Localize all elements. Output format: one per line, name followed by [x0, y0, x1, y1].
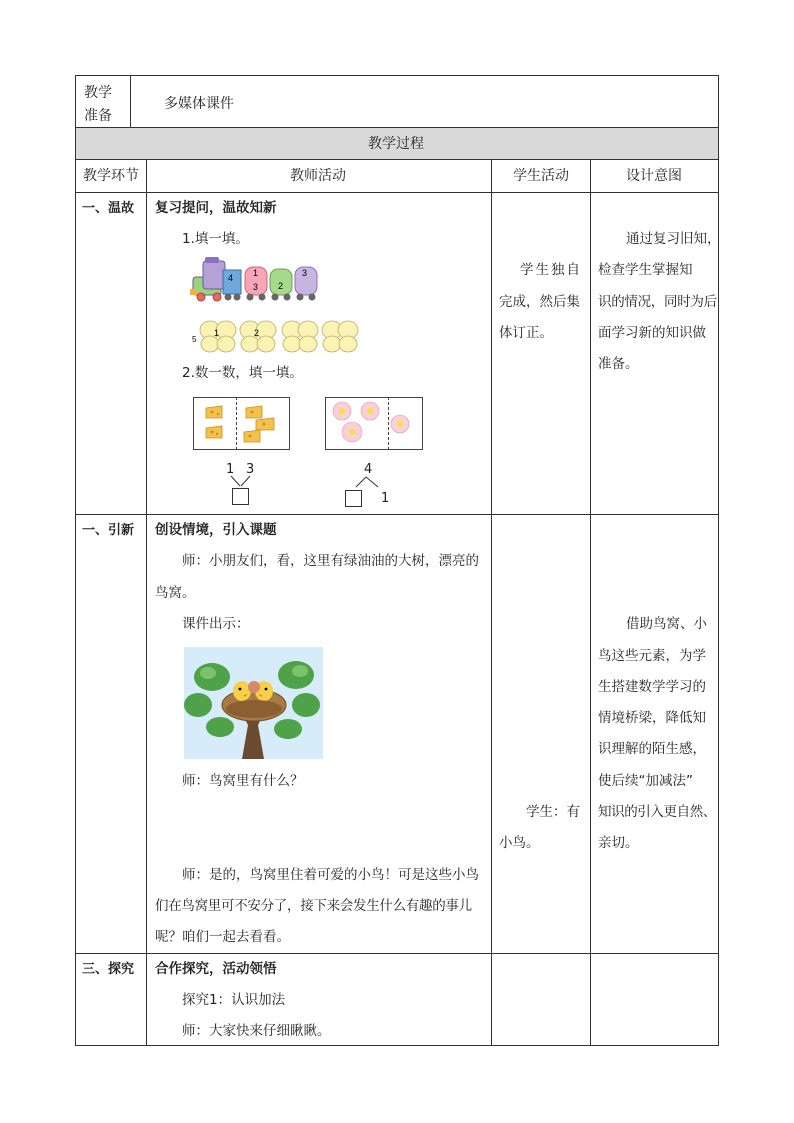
- flower-icons: [328, 400, 420, 448]
- prep-value: 多媒体课件: [164, 96, 234, 112]
- design-s1-line: 识的情况，同时为后: [598, 294, 717, 310]
- table-border: [75, 75, 76, 1046]
- header-student: 学生活动: [513, 168, 569, 184]
- section1-item2: 2.数一数，填一填。: [182, 365, 303, 381]
- split-right-top: 4: [364, 462, 373, 477]
- design-s2-line: 情境桥梁，降低知: [598, 710, 706, 726]
- table-divider: [590, 159, 591, 1046]
- butterfly-number: 2: [254, 328, 260, 338]
- table-divider: [75, 159, 719, 160]
- header-teacher: 教师活动: [290, 168, 346, 184]
- train-number: 1: [253, 268, 259, 278]
- design-s2-line: 生搭建数学学习的: [598, 679, 706, 695]
- train-number: 3: [253, 282, 259, 292]
- table-border: [718, 75, 719, 1046]
- student-s1-line: 体订正。: [499, 325, 553, 341]
- student-s1-line: 完成，然后集: [499, 294, 580, 310]
- table-divider: [491, 159, 492, 1046]
- table-border: [75, 1045, 719, 1046]
- stage-3: 三、探究: [82, 962, 135, 977]
- design-s2-line: 使后续“加减法”: [598, 773, 693, 789]
- table-border: [75, 75, 719, 76]
- split-right-one: 1: [381, 491, 390, 506]
- train-number: 3: [302, 268, 308, 278]
- design-s2-line: 识理解的陌生感，: [598, 741, 706, 757]
- cheese-icons: [196, 402, 288, 446]
- section1-item1: 1.填一填。: [182, 231, 249, 247]
- design-s2-line: 借助鸟窝、小: [626, 616, 707, 632]
- process-title: 教学过程: [368, 136, 424, 152]
- header-stage: 教学环节: [83, 168, 139, 184]
- table-divider: [75, 192, 719, 193]
- butterfly-row: [190, 320, 360, 356]
- header-design: 设计意图: [626, 168, 682, 184]
- section2-line: 鸟窝。: [155, 585, 196, 601]
- split-left-a: 1: [226, 462, 235, 477]
- design-s2-line: 知识的引入更自然、: [598, 804, 716, 820]
- design-s1-line: 通过复习旧知，: [626, 231, 721, 247]
- answer-box[interactable]: [232, 488, 249, 505]
- section2-line: 师：小朋友们，看，这里有绿油油的大树，漂亮的: [182, 553, 479, 569]
- design-s1-line: 检查学生掌握知: [598, 262, 693, 278]
- design-s1-line: 准备。: [598, 356, 639, 372]
- table-divider: [146, 159, 147, 1046]
- split-lines-left: [230, 476, 252, 488]
- table-divider: [130, 75, 131, 127]
- answer-box[interactable]: [345, 490, 362, 507]
- section2-line: 师：是的，鸟窝里住着可爱的小鸟！可是这些小鸟: [182, 867, 479, 883]
- student-s2-line: 小鸟。: [499, 835, 540, 851]
- split-left-b: 3: [246, 462, 255, 477]
- bird-nest-image: [184, 647, 323, 759]
- table-divider: [75, 953, 719, 954]
- train-illustration: [189, 255, 319, 303]
- prep-label-line1: 教学: [84, 85, 112, 101]
- train-number: 2: [278, 281, 284, 291]
- split-lines-right: [352, 477, 382, 489]
- section2-line: 呢？咱们一起去看看。: [155, 929, 290, 945]
- student-s2-line: 学生：有: [526, 804, 580, 820]
- section2-heading: 创设情境，引入课题: [155, 522, 277, 538]
- student-s1-line: 学生独自: [520, 262, 582, 278]
- stage-2: 一、引新: [82, 523, 135, 538]
- section1-heading: 复习提问，温故知新: [155, 200, 277, 216]
- section2-line: 课件出示：: [182, 616, 250, 632]
- section2-line: 们在鸟窝里可不安分了，接下来会发生什么有趣的事儿: [155, 898, 472, 914]
- design-s2-line: 亲切。: [598, 835, 639, 851]
- design-s1-line: 面学习新的知识做: [598, 325, 706, 341]
- section3-line: 师：大家快来仔细瞅瞅。: [182, 1023, 331, 1039]
- butterfly-number: 1: [214, 328, 220, 338]
- table-divider: [75, 514, 719, 515]
- butterfly-number: 5: [192, 335, 197, 344]
- train-number: 4: [228, 273, 234, 283]
- stage-1: 一、温故: [82, 201, 135, 216]
- prep-label-line2: 准备: [84, 108, 112, 124]
- section3-heading: 合作探究，活动领悟: [155, 961, 277, 977]
- section3-line: 探究1：认识加法: [182, 992, 286, 1008]
- design-s2-line: 鸟这些元素，为学: [598, 648, 706, 664]
- section2-line: 师：鸟窝里有什么？: [182, 773, 304, 789]
